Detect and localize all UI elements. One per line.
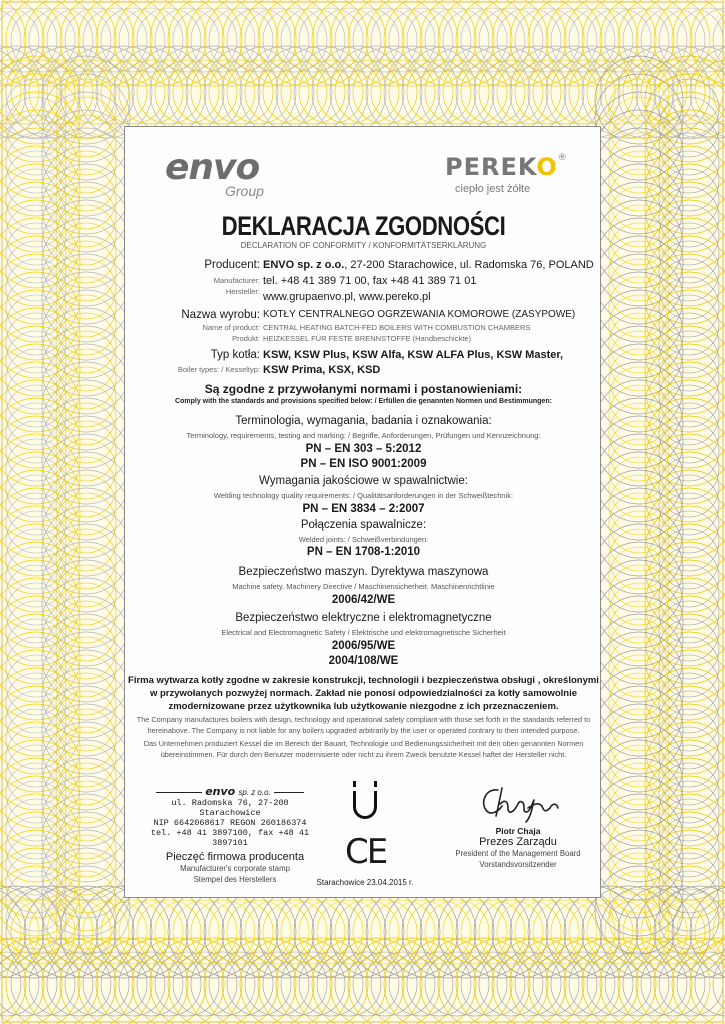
registered-mark: ®: [557, 153, 568, 163]
signatory-title-de: Vorstandsvorsitzender: [479, 860, 557, 869]
standard-pn-en-3834-2: PN – EN 3834 – 2:2007: [302, 503, 425, 515]
statement-de-line1: Das Unternehmen produziert Kessel die im Bereich der Bauart, Technologie und Bedienungssicherheit mit den oben genannten Normen: [143, 739, 584, 748]
directive-2006-42-we: 2006/42/WE: [331, 594, 396, 606]
envo-logo-word: envo: [165, 147, 260, 188]
producer-web: www.grupaenvo.pl, www.pereko.pl: [263, 291, 431, 303]
standard-pn-en-1708-1: PN – EN 1708-1:2010: [306, 546, 421, 558]
signatory-title-en: President of the Management Board: [455, 849, 581, 858]
issue-date: Starachowice 23.04.2015 r.: [316, 878, 414, 887]
boiler-types-line1: KSW, KSW Plus, KSW Alfa, KSW ALFA Plus, KSW Master,: [263, 349, 564, 361]
stamp-rule-left: [156, 792, 202, 793]
pereko-logo-letters: PEREK: [445, 153, 537, 181]
signatory-title: Prezes Zarządu: [479, 836, 557, 848]
product-label-de: Produkt:: [232, 334, 260, 343]
statement-pl-line1: Firma wytwarza kotły zgodne w zakresie konstrukcji, technologii i bezpieczeństwa obsługi , określonymi: [128, 675, 599, 686]
terminology-sub: Terminology, requirements, testing and marking: / Begriffe, Anforderungen, Prüfungen und Kennzeichnung:: [186, 431, 541, 440]
producer-phone: tel. +48 41 389 71 00, fax +48 41 389 71 01: [263, 275, 477, 287]
statement-pl-line2: w przywołanych pozwyżej normach. Zakład nie ponosi odpowiedzialności za kotły samowolnie: [149, 688, 578, 699]
welding-heading: Wymagania jakościowe w spawalnictwie:: [259, 475, 468, 487]
directive-2004-108-we: 2004/108/WE: [328, 655, 399, 667]
stamp-tax-ids: NIP 6642068617 REGON 260186374: [153, 818, 307, 828]
producer-name-line: [263, 259, 594, 271]
boiler-types-line2: KSW Prima, KSX, KSD: [263, 364, 381, 376]
statement-de-line2: übereinstimmen. Für durch den Benutzer modernisierte oder nicht zu ihrem Zweck benutzte Kessel haftet der Hersteller nicht.: [160, 750, 567, 759]
stamp-caption-de: Stempel des Herstellers: [193, 875, 277, 884]
conformity-heading: Są zgodne z przywołanymi normami i postanowieniami:: [204, 382, 523, 396]
pereko-logo: [445, 153, 585, 197]
stamp-rule-right: [274, 792, 304, 793]
product-label: Nazwa wyrobu:: [181, 309, 260, 321]
standard-pn-en-iso-9001: PN – EN ISO 9001:2009: [300, 458, 427, 470]
document-title: DEKLARACJA ZGODNOŚCI: [221, 211, 506, 241]
product-label-en: Name of product:: [202, 323, 260, 332]
pereko-tagline: ciepło jest żółte: [455, 183, 531, 195]
boiler-types-label: Typ kotła:: [210, 349, 260, 361]
stamp-caption: [165, 851, 305, 885]
boiler-types-label-sub: Boiler types: / Kesseltyp:: [177, 365, 260, 374]
standard-pn-en-303-5: PN – EN 303 – 5:2012: [305, 443, 422, 455]
product-value-de: HEIZKESSEL FÜR FESTE BRENNSTOFFE (Handbeschickte): [263, 334, 471, 343]
pereko-logo-o: O: [536, 153, 558, 181]
electrical-safety-sub: Electrical and Electromagnetic Safety / Elektrische und elektromagnetische Sicherheit: [221, 628, 506, 637]
signature-block: [443, 782, 593, 870]
product-value: KOTŁY CENTRALNEGO OGRZEWANIA KOMOROWE (ZASYPOWE): [263, 309, 576, 320]
electrical-safety-heading: Bezpieczeństwo elektryczne i elektromagnetyczne: [235, 612, 492, 624]
terminology-heading: Terminologia, wymagania, badania i oznakowania:: [235, 415, 492, 427]
pereko-logo-word: [445, 153, 568, 181]
producer-label: Producent:: [204, 259, 260, 271]
welded-joints-heading: Połączenia spawalnicze:: [300, 519, 427, 531]
machine-safety-sub: Machine safety. Machinery Directive / Maschinensicherheit. Maschinenrichtlinie: [232, 582, 495, 591]
stamp-brand: envo: [205, 785, 236, 798]
conformity-marks: [345, 779, 385, 872]
signatory-name: Piotr Chaja: [495, 826, 541, 836]
envo-group-logo: [165, 147, 295, 199]
directive-2006-95-we: 2006/95/WE: [331, 640, 396, 652]
statement-en-line1: The Company manufactures boilers with design, technology and operational safety compliant with those set forth in the standards referred to: [136, 715, 591, 724]
ce-mark-icon: CE: [345, 832, 387, 872]
stamp-caption-pl: Pieczęć firmowa producenta: [165, 851, 305, 863]
corporate-stamp: [145, 785, 315, 848]
envo-logo-group: Group: [225, 183, 264, 199]
welded-joints-sub: Welded joints: / Schweißverbindungen:: [298, 535, 429, 544]
producer-label-de: Hersteller:: [225, 287, 260, 296]
statement-pl-line3: zmodernizowane przez użytkownika lub użytkowanie niezgodne z ich przeznaczeniem.: [168, 701, 559, 712]
machine-safety-heading: Bezpieczeństwo maszyn. Dyrektywa maszynowa: [238, 566, 489, 578]
statement-en-line2: hereinabove. The Company is not liable for any boilers upgraded arbitrarily by the user or operated contrary to their intended purpose.: [147, 726, 580, 735]
document-subtitle: DECLARATION OF CONFORMITY / KONFORMITÄTSERKLÄRUNG: [240, 241, 487, 250]
stamp-caption-en: Manufacturer's corporate stamp: [180, 864, 290, 873]
stamp-phone: tel. +48 41 3897100, fax +48 41 3897101: [150, 828, 310, 848]
stamp-suffix: sp. z o.o.: [238, 788, 271, 797]
producer-label-en: Manufacturer:: [213, 276, 260, 285]
welding-sub: Welding technology quality requirements: / Qualitätsanforderungen in der Schweißtechnik:: [213, 491, 514, 500]
conformity-heading-sub: Comply with the standards and provisions specified below: / Erfüllen die genannten Normen und Bestimmungen:: [175, 398, 552, 405]
b-safety-mark-icon: [345, 779, 385, 823]
certificate-panel: [124, 126, 601, 898]
product-value-en: CENTRAL HEATING BATCH-FED BOILERS WITH COMBUSTION CHAMBERS: [263, 323, 531, 332]
producer-address: , 27-200 Starachowice, ul. Radomska 76, POLAND: [344, 259, 594, 271]
producer-name: ENVO sp. z o.o.: [263, 259, 345, 271]
stamp-address: ul. Radomska 76, 27-200 Starachowice: [171, 798, 289, 818]
handwritten-signature-icon: [472, 782, 564, 824]
stamp-header: [145, 785, 315, 798]
